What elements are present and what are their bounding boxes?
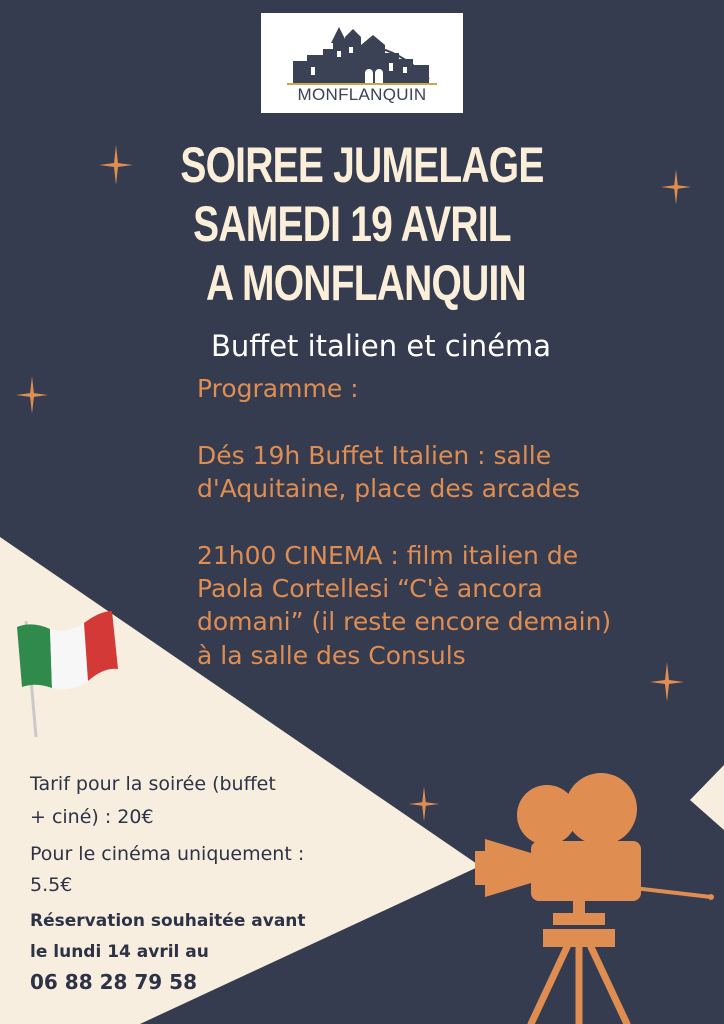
programme-buffet-line-2: d'Aquitaine, place des arcades	[197, 474, 581, 503]
logo-text: MONFLANQUIN	[297, 85, 427, 104]
programme-cinema-line-2: Paola Cortellesi “C'è ancora	[197, 574, 543, 603]
sparkle-icon	[650, 660, 684, 704]
reservation-line-2: le lundi 14 avril au	[30, 942, 209, 962]
subtitle: Buffet italien et cinéma	[210, 329, 552, 363]
programme-cinema-line-1: 21h00 CINEMA : film italien de	[197, 541, 579, 570]
title-line-1: SOIREE JUMELAGE	[180, 137, 544, 193]
title-line-3: A MONFLANQUIN	[206, 255, 526, 311]
programme-heading: Programme :	[197, 374, 359, 403]
programme-cinema-line-3: domani” (il reste encore demain)	[197, 607, 612, 636]
programme-cinema-line-4: à la salle des Consuls	[197, 641, 466, 670]
town-skyline-icon	[287, 21, 437, 87]
film-camera-icon	[475, 763, 715, 1024]
tarif-line-2: + ciné) : 20€	[30, 806, 154, 828]
logo	[261, 13, 463, 113]
sparkle-icon	[99, 145, 133, 185]
italian-flag-icon	[12, 605, 122, 740]
sparkle-icon	[409, 783, 439, 825]
reservation-phone: 06 88 28 79 58	[30, 970, 198, 994]
sparkle-icon	[661, 167, 691, 207]
programme-buffet-line-1: Dés 19h Buffet Italien : salle	[197, 441, 552, 470]
title-line-2: SAMEDI 19 AVRIL	[193, 196, 511, 252]
tarif-line-4: 5.5€	[30, 874, 73, 896]
tarif-line-3: Pour le cinéma uniquement :	[30, 843, 305, 865]
tarif-line-1: Tarif pour la soirée (buffet	[30, 773, 276, 795]
reservation-line-1: Réservation souhaitée avant	[30, 911, 306, 931]
sparkle-icon	[16, 375, 48, 415]
